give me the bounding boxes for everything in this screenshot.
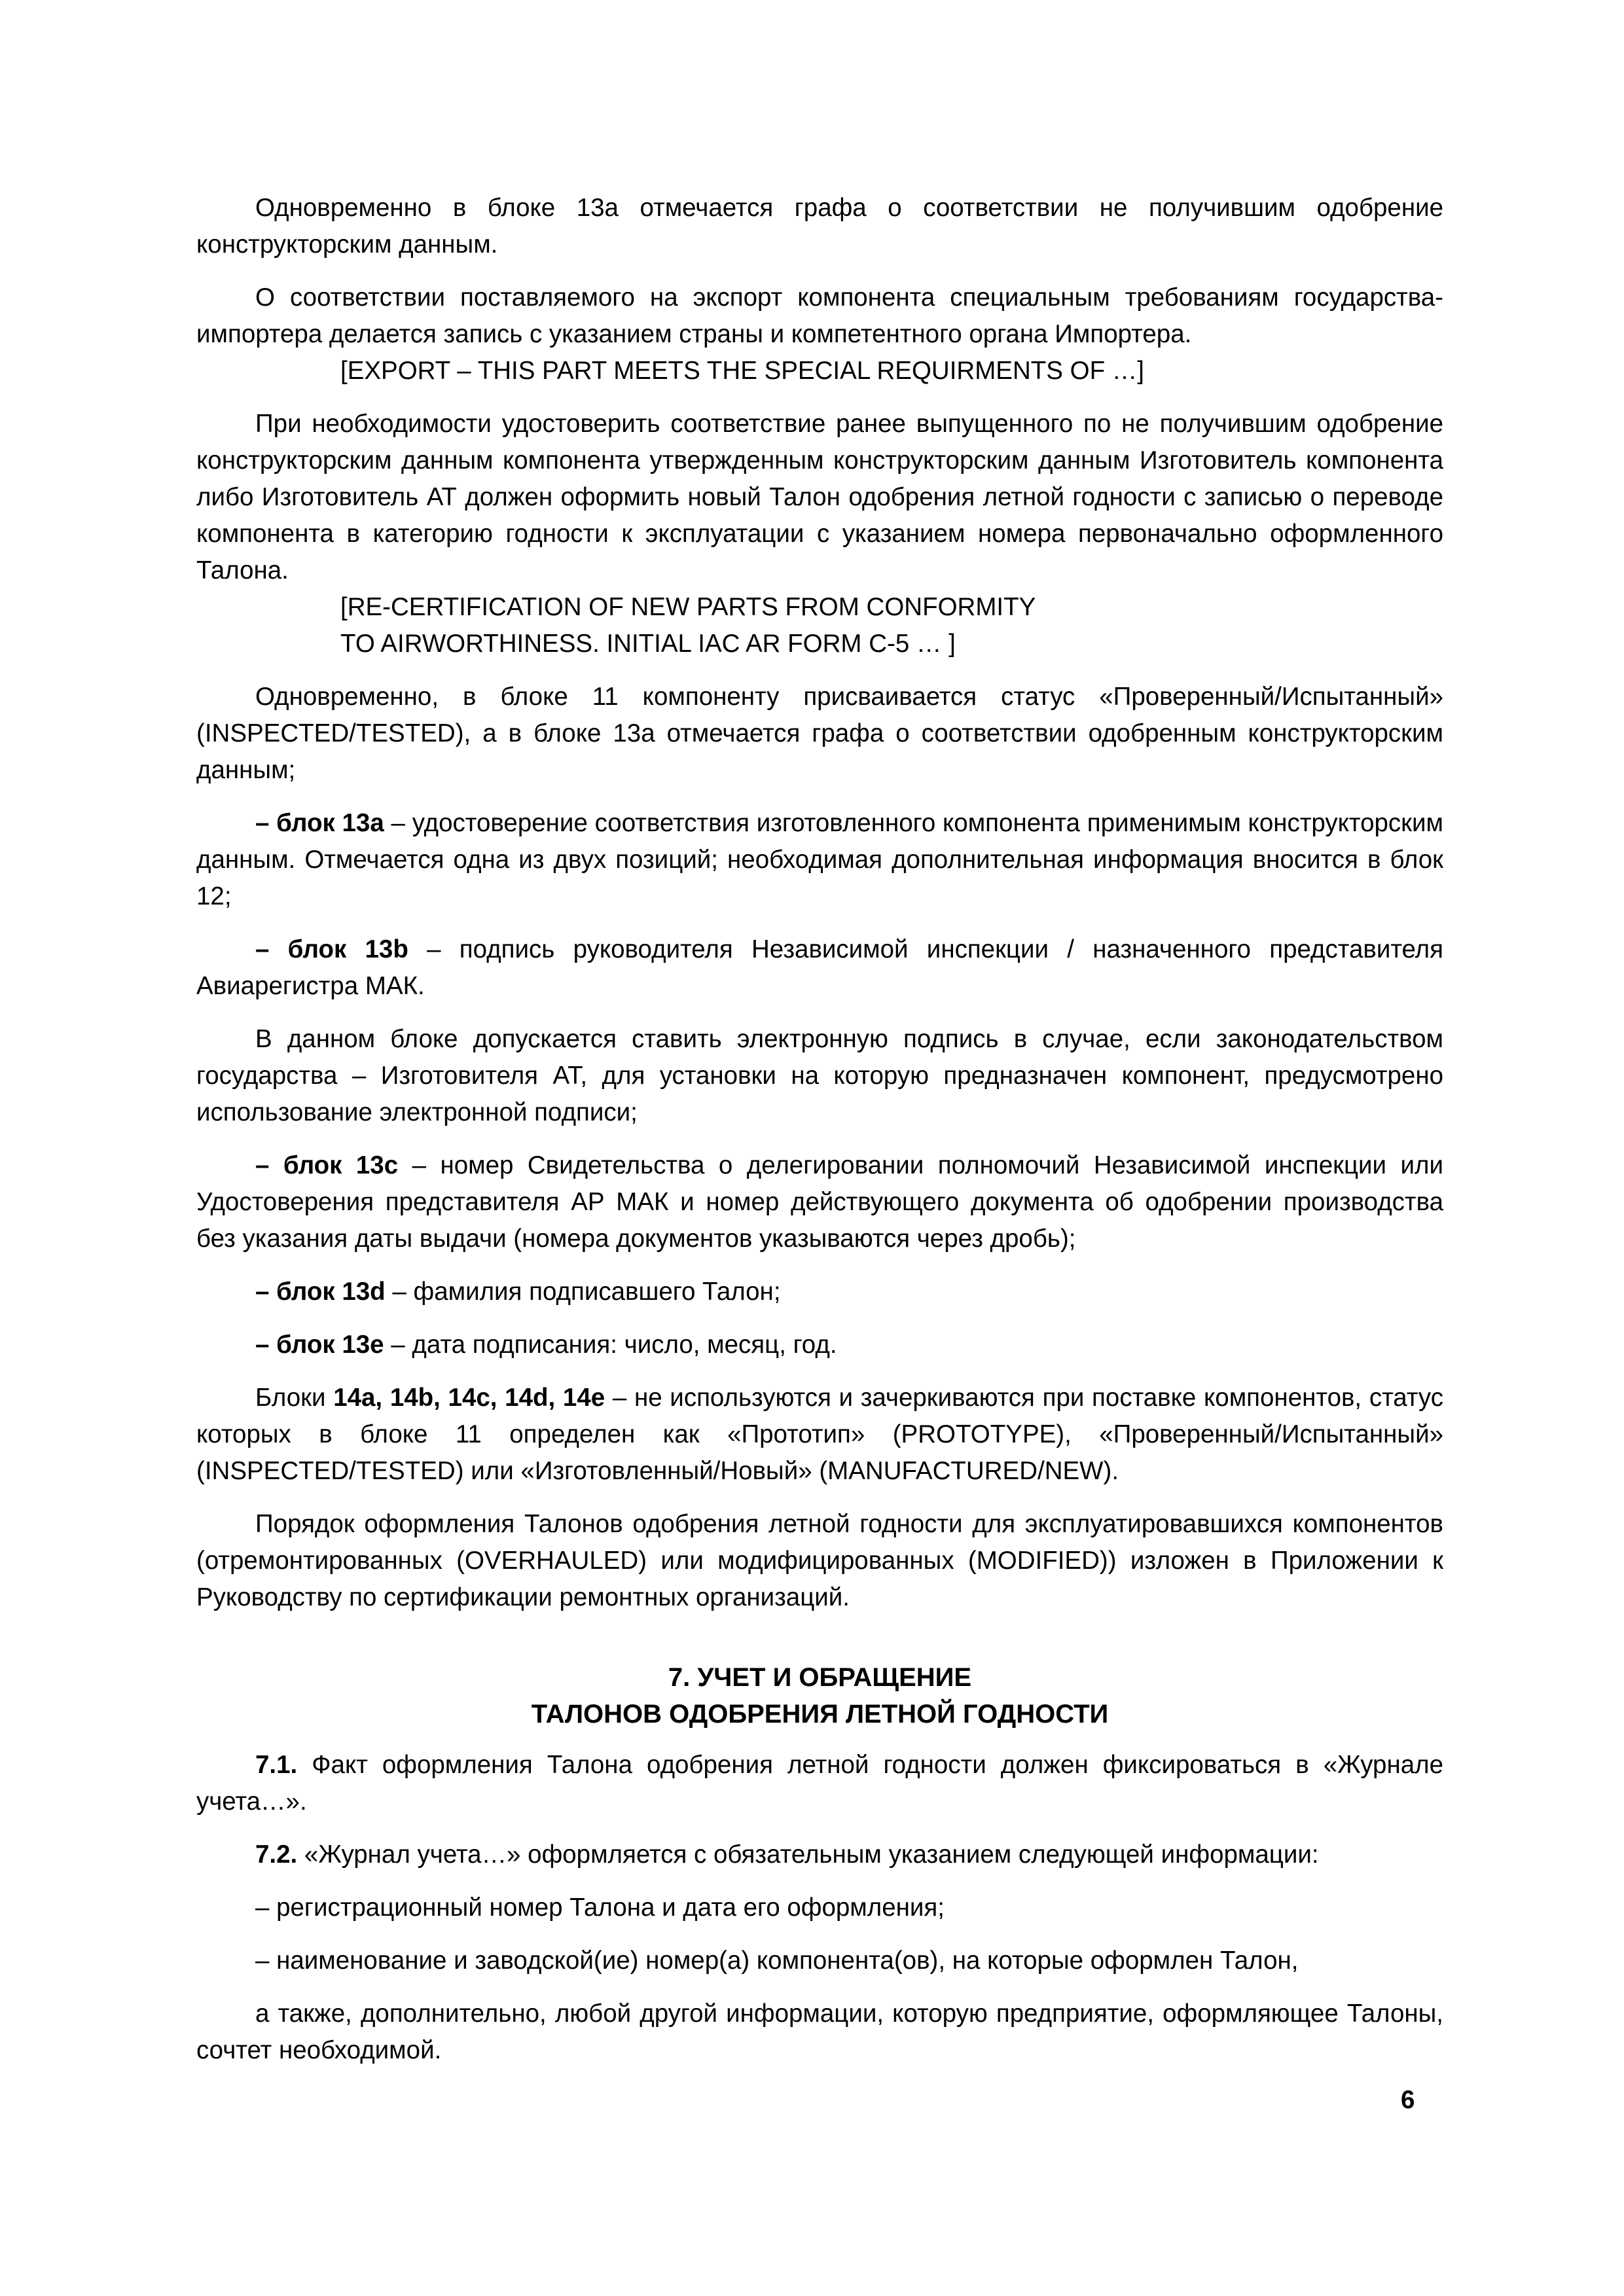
block-13a-label: – блок 13a	[255, 809, 384, 837]
clause-7-2-number: 7.2.	[255, 1840, 298, 1869]
paragraph-recertification: При необходимости удостоверить соответствие ранее выпущенного по не получившим одобрение конструкторским данным компонента утвержденным конструкторским данным Изготовитель компонента либо Изготовитель АТ должен оформить новый Талон одобрения летной годности с записью о переводе компонента в категорию годности к эксплуатации с указанием номера первоначально оформленного Талона.	[196, 410, 1443, 584]
section-7-heading	[196, 1659, 1443, 1732]
list-item-registration-number: – регистрационный номер Талона и дата его оформления;	[255, 1893, 945, 1922]
paragraph-block-11-status: Одновременно, в блоке 11 компоненту присваивается статус «Проверенный/Испытанный» (INSPECTED/TESTED), а в блоке 13а отмечается графа о соответствии одобренным конструкторским данным;	[196, 683, 1443, 784]
block-13e-label: – блок 13e	[255, 1331, 384, 1359]
page-number: 6	[1401, 2086, 1415, 2114]
section-7-heading-line-2: ТАЛОНОВ ОДОБРЕНИЯ ЛЕТНОЙ ГОДНОСТИ	[531, 1700, 1109, 1729]
blocks-14-label: 14a, 14b, 14c, 14d, 14e	[333, 1384, 605, 1412]
quote-export: [EXPORT – THIS PART MEETS THE SPECIAL REQUIRMENTS OF …]	[340, 357, 1144, 385]
paragraph-electronic-signature: В данном блоке допускается ставить электронную подпись в случае, если законодательством государства – Изготовителя АТ, для установки на которую предназначен компонент, предусмотрено использование электронной подписи;	[196, 1025, 1443, 1126]
block-13d-text: – фамилия подписавшего Талон;	[385, 1278, 781, 1306]
list-item-component-name: – наименование и заводской(ие) номер(а) компонента(ов), на которые оформлен Талон,	[255, 1946, 1299, 1975]
paragraph-block-13a	[196, 805, 1443, 915]
clause-7-1-text: Факт оформления Талона одобрения летной годности должен фиксироваться в «Журнале учета…».	[196, 1751, 1443, 1816]
block-13c-text: – номер Свидетельства о делегировании полномочий Независимой инспекции или Удостоверения представителя АР МАК и номер действующего документа об одобрении производства без указания даты выдачи (номера документов указываются через дробь);	[196, 1151, 1443, 1253]
clause-7-1-number: 7.1.	[255, 1751, 298, 1779]
blocks-14-prefix: Блоки	[255, 1384, 334, 1412]
quote-recertification-line-2: TO AIRWORTHINESS. INITIAL IAC AR FORM C-5 … ]	[340, 630, 956, 658]
quote-recertification-line-1: [RE-CERTIFICATION OF NEW PARTS FROM CONFORMITY	[340, 593, 1036, 621]
clause-7-2-text: «Журнал учета…» оформляется с обязательным указанием следующей информации:	[297, 1840, 1319, 1869]
paragraph-block-13b	[196, 931, 1443, 1005]
block-13e-text: – дата подписания: число, месяц, год.	[384, 1331, 837, 1359]
section-7-heading-line-1: 7. УЧЕТ И ОБРАЩЕНИЕ	[668, 1663, 972, 1692]
paragraph-blocks-14	[196, 1380, 1443, 1490]
block-13c-label: – блок 13с	[255, 1151, 399, 1179]
paragraph-block-13e	[196, 1327, 1443, 1363]
paragraph-7-1	[196, 1747, 1443, 1820]
block-13b-label: – блок 13b	[255, 935, 408, 963]
paragraph-export-requirements: О соответствии поставляемого на экспорт компонента специальным требованиям государства-импортера делается запись с указанием страны и компетентного органа Импортера.	[196, 283, 1443, 348]
paragraph-block-13a-note: Одновременно в блоке 13а отмечается графа о соответствии не получившим одобрение конструкторским данным.	[196, 194, 1443, 259]
paragraph-additional-info: а также, дополнительно, любой другой информации, которую предприятие, оформляющее Талоны, сочтет необходимой.	[196, 2000, 1443, 2064]
paragraph-used-components: Порядок оформления Талонов одобрения летной годности для эксплуатировавшихся компонентов (отремонтированных (OVERHAULED) или модифицированных (MODIFIED)) изложен в Приложении к Руководству по сертификации ремонтных организаций.	[196, 1510, 1443, 1611]
paragraph-7-2	[196, 1837, 1443, 1873]
block-13b-text: – подпись руководителя Независимой инспекции / назначенного представителя Авиарегистра МАК.	[196, 935, 1443, 1000]
blocks-14-text: – не используются и зачеркиваются при поставке компонентов, статус которых в блоке 11 определен как «Прототип» (PROTOTYPE), «Проверенный/Испытанный» (INSPECTED/TESTED) или «Изготовленный/Новый» (MANUFACTURED/NEW).	[196, 1384, 1443, 1485]
block-13a-text: – удостоверение соответствия изготовленного компонента применимым конструкторским данным. Отмечается одна из двух позиций; необходимая дополнительная информация вносится в блок 12;	[196, 809, 1443, 910]
document-page	[196, 190, 1443, 2069]
paragraph-block-13c	[196, 1147, 1443, 1257]
quote-recertification	[196, 589, 1443, 662]
paragraph-block-13d	[196, 1274, 1443, 1310]
block-13d-label: – блок 13d	[255, 1278, 386, 1306]
